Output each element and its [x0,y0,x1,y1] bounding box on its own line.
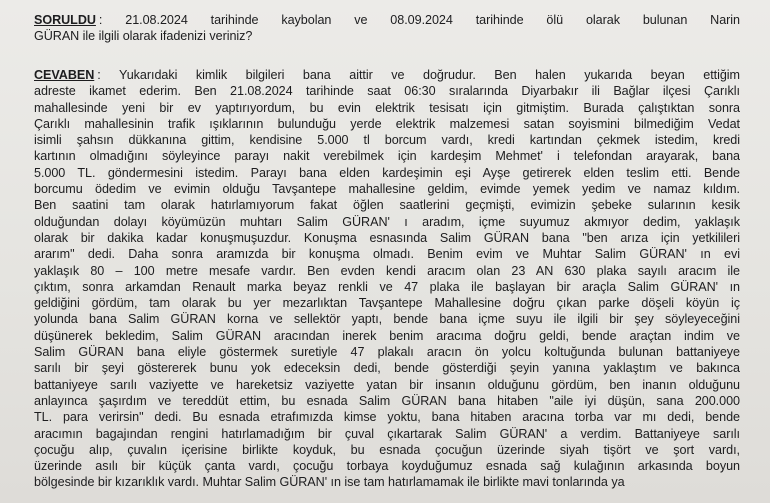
answer-line: yaklaşık 80 – 100 metre mesafe vardır. Ben evden kendi aracım olan 23 AN 630 plaka sayılı aracım ile [34,263,740,278]
answer-line: bölgesinde bir kızarıklık vardı. Muhtar Salim GÜRAN' ın ise tam hatırlamamak ile birlikte mavi tonlarında ya [34,475,625,490]
answer-block [34,67,740,491]
answer-line: Çarıklı mahallesinin trafik ışıklarının bulunduğu yerde elektrik malzemesi satan soyismini bilmediğim Vedat [34,116,740,131]
question-line: GÜRAN ile ilgili olarak ifadenizi veriniz? [34,29,253,44]
answer-line: borcumu ödedim ve evimin olduğu Tavşantepe mahallesine geldim, evimde yemek yedim ve namaz kıldım. [34,182,740,197]
answer-line: aracımın bagajından rengini hatırlamadığım bir çuval çıkartarak Salim GÜRAN' a verdim. Battaniyeye sarılı [34,426,740,441]
answer-line-text: : Yukarıdaki kimlik bilgileri bana aittir ve doğrudur. Ben halen yukarıda beyan ettiğim [97,68,740,82]
answer-line: olarak bir dakika kadar konuşmuşuzdur. Konuşma esnasında Salim GÜRAN bana "ben arıza için yetkilileri [34,230,740,245]
answer-line: anlayınca şaşırdım ve tereddüt ettim, bu esnada Salim GÜRAN bana hitaben "aile iyi düşün, sana 200.000 [34,393,740,408]
answer-line: Salim GÜRAN bana eliyle göstermek suretiyle 47 plakalı aracın ön yolcu koltuğunda bulunan battaniyeye [34,345,740,360]
answer-line: geldiğini gördüm, tam olarak bu yer mezarlıktan Tavşantepe Mahallesine doğru çıkan parke döşeli köyün iç [34,296,740,311]
answer-line: üzerinde asılı bir küçük çanta vardı, çocuğu torbaya koyduğumuz esnada sağ kulağının arkasında boyun [34,459,740,474]
answer-line: mahallesinde yeni bir ev yaptırıyordum, bu evin elektrik tesisatı için gitmiştim. Burada çalıştıktan sonra [34,100,740,115]
answer-line [34,67,740,83]
answer-label: CEVABEN [34,68,95,82]
answer-line: çocuğu alıp, çuvalın içerisine birlikte koyduk, bu esnada çocuğun üzerinde siyah tişört ve şort vardı, [34,442,740,457]
answer-line: isimli şahsın dükkanına gittim, kendisine 5.000 tl borcum vardı, kredi kartından çekmek istedim, kredi [34,133,740,148]
question-block [34,12,740,45]
question-line [34,12,740,28]
answer-line: çıktım, sonra arkamdan Renault marka beyaz renkli ve 47 plaka ile başlayan bir araçla Salim GÜRAN' ın [34,279,740,294]
answer-line: kartının olmadığını söyleyince parayı nakit verebilmek için kardeşim Mehmet' i telefondan arayarak, bana [34,149,740,164]
answer-line: battaniyeye sarılı vaziyette ve hareketsiz vaziyette yatan bir insanın olduğunu gördüm, ben inanın olduğunu [34,377,740,392]
answer-line: yolunda bana Salim GÜRAN korna ve sellektör yaptı, bende bana içme suyu ile ilgili bir şey söyleyeceğini [34,312,740,327]
answer-line: TL. para verirsin" dedi. Bu esnada etrafımızda kimse yoktu, bana hitaben aracına torba var mı dedi, bende [34,410,740,425]
answer-line: adreste ikamet ederim. Ben 21.08.2024 tarihinde saat 06:30 sıralarında Diyarbakır ili Bağlar ilçesi Çarıklı [34,84,740,99]
answer-line: sarılı bir şeyi göstererek bunu yok edeceksin dedi, bende gösterdiği şeyin yanına yaklaştım ve bakınca [34,361,740,376]
question-line-text: : 21.08.2024 tarihinde kaybolan ve 08.09.2024 tarihinde ölü olarak bulunan Narin [98,13,740,27]
answer-line: ararım" dedi. Daha sonra aramızda bir konuşma olmadı. Benim evim ve Muhtar Salim GÜRAN' ın evi [34,247,740,262]
answer-line: 5.000 TL. göndermesini istedim. Parayı bana elden kardeşimin eşi Ayşe getirerek elden teslim etti. Bende [34,165,740,180]
answer-line: olduğundan dolayı köyümüzün muhtarı Salim GÜRAN' ı aradım, içme suyumuz akmıyor dedim, yaklaşık [34,214,740,229]
question-label: SORULDU [34,13,96,27]
answer-line: Ben saatini tam olarak hatırlamıyorum fakat öğlen saatlerini geçmişti, evimizin şebeke sularının kesik [34,198,740,213]
answer-line: düşünerek bekledim, Salim GÜRAN aracından inerek benim aracıma doğru geldi, bende araçtan indim ve [34,328,740,343]
